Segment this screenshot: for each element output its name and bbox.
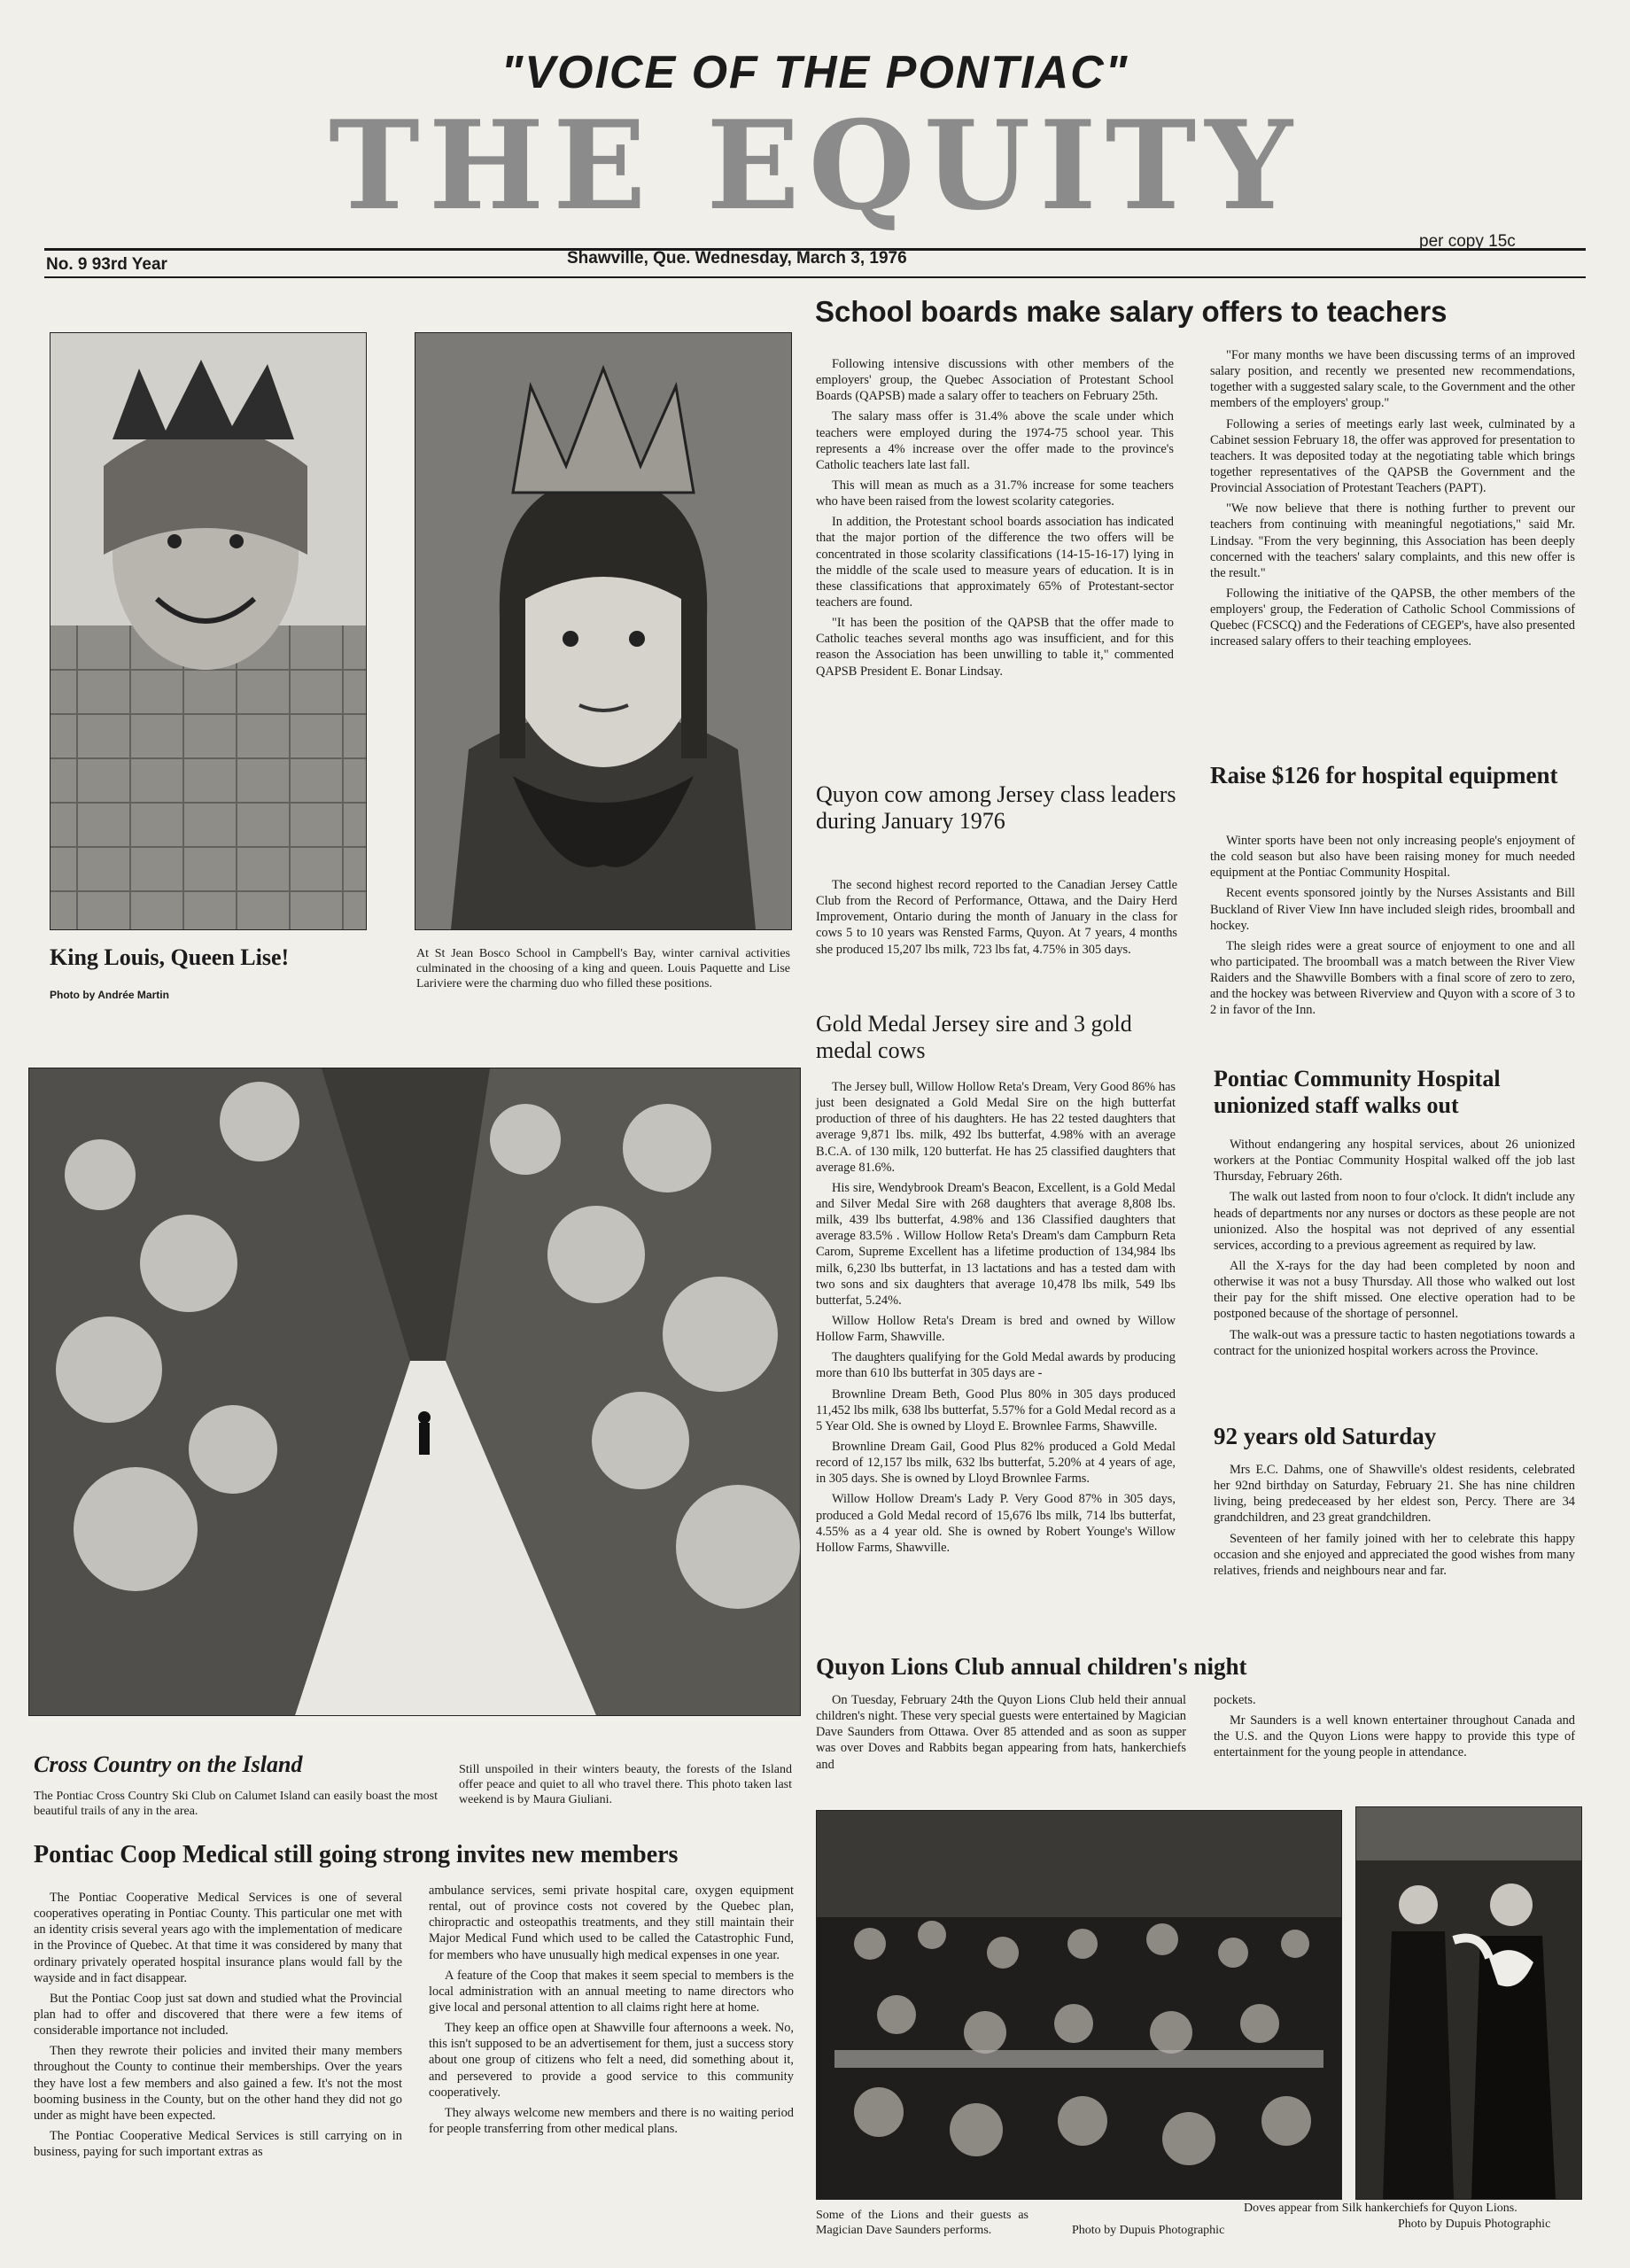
lions-headline: Quyon Lions Club annual children's night (816, 1653, 1247, 1680)
paragraph: ambulance services, semi private hospital care, oxygen equipment rental, out of province costs not covered by the Quebec plan, chiropractic and osteopathis treatments, and they still maintain their Major Medical Fund which used to be called the Catastrophic Fund, for members who have unusually high medical expenses in one year. (429, 1884, 794, 1962)
issue-number: No. 9 93rd Year (46, 255, 167, 274)
paragraph: The second highest record reported to the Canadian Jersey Cattle Club from the Record of Performance, Ottawa, and the Dairy Herd Improvement, Ontario during the month of January in the class for cows 5 to 10 years was Rensted Farms, Quyon. At 7 years, 4 months she produced 15,207 lbs milk, 723 lbs fat, 4.75% in 305 days. (816, 878, 1177, 957)
quyon-cow-body (816, 877, 1177, 962)
paragraph: Recent events sponsored jointly by the Nurses Assistants and Bill Buckland of River View Inn have included sleigh rides, broomball and hockey. (1210, 886, 1575, 933)
paragraph: The sleigh rides were a great source of enjoyment to one and all who participated. The broomball was a match between the River View Raiders and the Shawville Bombers with a final score of zero to zero, and the hockey was between Riverview and Quyon with a score of 3 to 2 in favor of the Inn. (1210, 938, 1575, 1018)
paragraph: Willow Hollow Reta's Dream is bred and owned by Willow Hollow Farm, Shawville. (816, 1313, 1176, 1345)
raise-body (1210, 833, 1575, 1023)
lions-col2 (1214, 1692, 1575, 1766)
magician-credit: Photo by Dupuis Photographic (1398, 2218, 1551, 2231)
paragraph: Following intensive discussions with other members of the employers' group, the Quebec Association of Protestant School Boards (QAPSB) made a salary offer to teachers on February 25th. (816, 357, 1174, 404)
queen-photo (415, 332, 792, 930)
paragraph: His sire, Wendybrook Dream's Beacon, Excellent, is a Gold Medal and Silver Medal Sire with 268 daughters that average 8,808 lbs. milk, 439 lbs butterfat, 4.98% and 136 Classified daughters that average 83.5% . Willow Hollow Reta's Dream's dam Campburn Reta Carom, Supreme Excellent has a lifetime production of 134,984 lbs milk, 6,230 lbs butterfat, in 13 lactations and has a tested dam with two sons and six daughters that average 10,478 lbs milk, 549 lbs butterfat, 5.24%. (816, 1180, 1176, 1308)
paragraph: Following a series of meetings early last week, culminated by a Cabinet session February 18, the offer was approved for presentation to teachers. It was deposited today at the negotiating table which brings together representatives of the QAPSB the Government and the Provincial Association of Protestant Teachers (PAPT). (1210, 416, 1575, 496)
birthday-headline: 92 years old Saturday (1214, 1423, 1437, 1449)
paragraph: The walk-out was a pressure tactic to hasten negotiations towards a contract for the unionized hospital workers across the Province. (1214, 1327, 1575, 1358)
paragraph: Winter sports have been not only increasing people's enjoyment of the cold season but also have been raising money for much needed equipment at the Pontiac Community Hospital. (1210, 834, 1575, 881)
school-boards-headline: School boards make salary offers to teachers (815, 295, 1448, 328)
paragraph: The walk out lasted from noon to four o'clock. It didn't include any heads of departments nor any nurses or doctors as these people are not unionized. Also the hospital was not deprived of any essential services, according to a previous agreement as required by law. (1214, 1190, 1575, 1253)
paragraph: Brownline Dream Beth, Good Plus 80% in 305 days produced 11,452 lbs milk, 638 lbs butterfat, 5.57% for a Gold Medal record as a 5 Year Old. She is owned by Lloyd E. Brownlee Farms, Shawville. (816, 1386, 1176, 1433)
gold-medal-headline: Gold Medal Jersey sire and 3 gold medal cows (816, 1011, 1132, 1063)
paragraph: They keep an office open at Shawville four afternoons a week. No, this isn't supposed to be an advertisement for them, just a success story about one group of citizens who felt a need, did something about it, and persevered to provide a good service to this community cooperatively. (429, 2021, 794, 2100)
paragraph: The Pontiac Cooperative Medical Services is still carrying on in business, paying for such important extras as (34, 2128, 402, 2160)
hospital-headline: Pontiac Community Hospital unionized staff walks out (1214, 1066, 1501, 1118)
price: per copy 15c (1419, 232, 1516, 251)
masthead-title: THE EQUITY (329, 93, 1301, 237)
paragraph: Mr Saunders is a well known entertainer throughout Canada and the U.S. and the Quyon Lions were happy to provide this type of entertainment for the young people in attendance. (1214, 1713, 1575, 1760)
lions-crowd-credit: Photo by Dupuis Photographic (1072, 2224, 1225, 2237)
cross-country-photo (28, 1068, 801, 1716)
cross-country-headline: Cross Country on the Island (34, 1751, 303, 1777)
gold-medal-body (816, 1079, 1176, 1560)
king-queen-caption: At St Jean Bosco School in Campbell's Bay, winter carnival activities culminated in the choosing of a king and queen. Louis Paquette and Lise Lariviere were the charming duo who filled these positions. (416, 947, 790, 991)
paragraph: The daughters qualifying for the Gold Medal awards by producing more than 610 lbs butterfat in 305 days are - (816, 1350, 1176, 1381)
paragraph: Brownline Dream Gail, Good Plus 82% produced a Gold Medal record of 12,157 lbs milk, 632 lbs butterfat, 5.20% at 4 years of age, in 305 days. She is owned by Lloyd Brownlee Farms. (816, 1439, 1176, 1487)
quyon-cow-headline: Quyon cow among Jersey class leaders during January 1976 (816, 781, 1176, 834)
raise-headline: Raise $126 for hospital equipment (1210, 762, 1558, 788)
masthead-motto: "VOICE OF THE PONTIAC" (501, 47, 1129, 98)
paragraph: pockets. (1214, 1693, 1256, 1707)
coop-headline: Pontiac Coop Medical still going strong invites new members (34, 1841, 679, 1868)
paragraph: "For many months we have been discussing terms of an improved salary position, and recently we presented new recommendations, together with a suggested salary scale, to the Government and the other members of the employers' group." (1210, 348, 1575, 411)
paragraph: "We now believe that there is nothing further to prevent our teachers from continuing with meaningful negotiations," said Mr. Lindsay. "From the very beginning, this Association has been deeply concerned with the teachers' salary complaints, and this new offer is the result." (1210, 501, 1575, 580)
paragraph: "It has been the position of the QAPSB that the offer made to Catholic teaches several months ago was insufficient, and for this reason the Association has been unwilling to table it," commented QAPSB President E. Bonar Lindsay. (816, 616, 1174, 679)
hospital-body (1214, 1137, 1575, 1363)
paragraph: This will mean as much as a 31.7% increase for some teachers who have been raised from the lowest scolarity categories. (816, 478, 1174, 509)
school-boards-col2 (1210, 347, 1575, 655)
school-boards-col1 (816, 356, 1174, 684)
paragraph: The salary mass offer is 31.4% above the scale under which teachers were employed during the 1974-75 school year. This represents a 4% increase over the offer made to the province's Catholic teachers late last fall. (816, 409, 1174, 472)
cross-country-caption-right: Still unspoiled in their winters beauty, the forests of the Island offer peace and quiet to all who travel there. This photo taken last weekend is by Maura Giuliani. (459, 1763, 792, 1807)
paragraph: The Pontiac Cooperative Medical Services is one of several cooperatives operating in Pontiac County. This particular one met with an identity crisis several years ago with the implementation of medicare in the Province of Quebec. At that time it was considered by many that ordinary privately operated hospital insurance plans would fall by the wayside and in fact disappear. (34, 1891, 402, 1985)
paragraph: Without endangering any hospital services, about 26 unionized workers at the Pontiac Community Hospital walked off the job last Thursday, February 26th. (1214, 1138, 1575, 1184)
paragraph: Then they rewrote their policies and invited their many members throughout the County to continue their memberships. Over the years they have lost a few members and also gained a few. It's not the most booming business in the County, but on the other hand they did not go under as might have been expected. (34, 2044, 402, 2123)
lions-crowd-photo (816, 1810, 1342, 2200)
masthead-rule-bottom (44, 276, 1586, 278)
lions-col1 (816, 1692, 1186, 1777)
paragraph: A feature of the Coop that makes it seem special to members is the local administration with an annual meeting to name directors who give local and personal attention to all claims right here at home. (429, 1968, 794, 2015)
king-photo (50, 332, 367, 930)
magician-caption: Doves appear from Silk hankerchiefs for Quyon Lions. (1244, 2202, 1517, 2215)
king-queen-headline: King Louis, Queen Lise! (50, 944, 290, 970)
paragraph: On Tuesday, February 24th the Quyon Lions Club held their annual children's night. These very special guests were entertained by Magician Dave Saunders from Ottawa. Over 85 attended and as soon as supper was over Doves and Rabbits began appearing from hats, hankerchiefs and (816, 1693, 1186, 1772)
dateline: Shawville, Que. Wednesday, March 3, 1976 (567, 249, 907, 268)
coop-col1 (34, 1890, 402, 2164)
king-queen-credit: Photo by Andrée Martin (50, 989, 169, 1001)
paragraph: Seventeen of her family joined with her to celebrate this happy occasion and she enjoyed and appreciated the good wishes from many relatives, friends and neighbours near and far. (1214, 1531, 1575, 1578)
paragraph: But the Pontiac Coop just sat down and studied what the Provincial plan had to offer and discovered that there were a few items of considerable importance not included. (34, 1991, 402, 2039)
paragraph: The Jersey bull, Willow Hollow Reta's Dream, Very Good 86% has just been designated a Gold Medal Sire on the high butterfat production of three of his daughters. He has 22 tested daughters that average 9,871 lbs. milk, 492 lbs butterfat, 4.98% with an average B.C.A. of 130 milk, 120 butterfat. He has 25 classified daughters that average 81.6%. (816, 1080, 1176, 1175)
paragraph: Willow Hollow Dream's Lady P. Very Good 87% in 305 days, produced a Gold Medal record of 15,676 lbs milk, 714 lbs butterfat, 4.55% as a 4 year old. She is owned by Robert Younge's Willow Hollow Farms, Shawville. (816, 1492, 1176, 1555)
magician-photo (1355, 1806, 1582, 2200)
birthday-body (1214, 1462, 1575, 1583)
paragraph: They always welcome new members and there is no waiting period for people transferring from other medical plans. (429, 2105, 794, 2136)
lions-crowd-caption: Some of the Lions and their guests as Magician Dave Saunders performs. (816, 2209, 1028, 2238)
paragraph: All the X-rays for the day had been completed by noon and otherwise it was not a busy Thursday. All those who walked out lost their pay for the shift missed. One elective operation had to be postponed because of the shortage of personnel. (1214, 1258, 1575, 1322)
coop-col2 (429, 1883, 794, 2141)
paragraph: Following the initiative of the QAPSB, the other members of the employers' group, the Federation of Catholic School Commissions of Quebec (FCSCQ) and the Federations of CEGEP's, have also presented increased salary offers to their teaching employees. (1210, 586, 1575, 649)
cross-country-caption-left: The Pontiac Cross Country Ski Club on Calumet Island can easily boast the most beautiful trails of any in the area. (34, 1790, 438, 1819)
paragraph: In addition, the Protestant school boards association has indicated that the major portion of the difference the two offers will be concentrated in those scolarity classifications (14-15-16-17) lying in the middle of the scale used to measure years of education. It is in these classifications that approximately 65% of Protestant-sector teachers are found. (816, 515, 1174, 610)
paragraph: Mrs E.C. Dahms, one of Shawville's oldest residents, celebrated her 92nd birthday on Saturday, February 21. She has nine children living, being predeceased by her eldest son, Percy. There are 34 grandchildren, and 23 great grandchildren. (1214, 1463, 1575, 1526)
